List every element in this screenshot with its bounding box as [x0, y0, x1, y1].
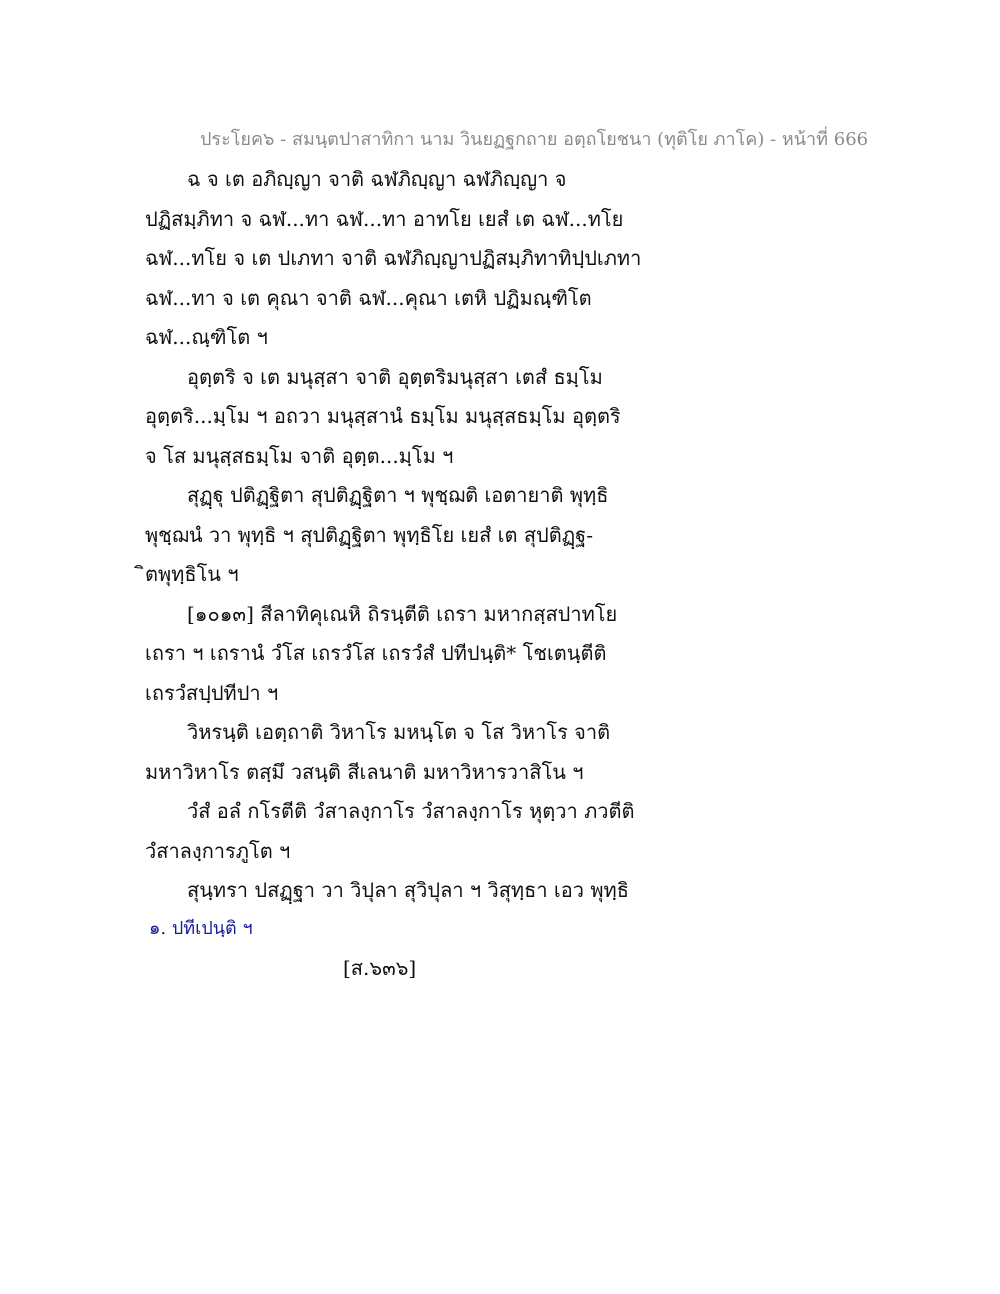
text-line: เถรา ฯ เถรานํ วํโส เถรวํโส เถรวํสํ ปทีปนฺติ* โชเตนฺตีติ	[145, 641, 607, 665]
body-text	[145, 160, 642, 911]
footnote: ๑. ปทีเปนฺติ ฯ	[149, 918, 253, 939]
page-header: ประโยค๖ - สมนฺตปาสาทิกา นาม วินยฏฐกถาย อตฺถโยชนา (ทุติโย ภาโค) - หน้าที่ 666	[200, 129, 869, 150]
text-line: วํสาลงฺการภูโต ฯ	[145, 838, 291, 863]
text-line: ฉฬ...ทโย จ เต ปเภทา จาติ ฉฬภิญฺญาปฏิสมฺภิทาทิปฺปเภทา	[145, 246, 642, 270]
text-line: ปฏิสมฺภิทา จ ฉฬ...ทา ฉฬ...ทา อาทโย เยสํ เต ฉฬ...ทโย	[145, 206, 624, 231]
text-line: ฉ จ เต อภิญฺญา จาติ ฉฬภิญฺญา ฉฬภิญฺญา จ	[187, 167, 567, 191]
text-line: ฉฬ...ทา จ เต คุณา จาติ ฉฬ...คุณา เตหิ ปฏิมณฺฑิโต	[145, 285, 592, 310]
text-line: พุชฺฌนํ วา พุทฺธิ ฯ สุปติฏฺฐิตา พุทฺธิโย เยสํ เต สุปติฏฺฐ-	[145, 522, 593, 547]
text-line: อุตฺตริ จ เต มนุสฺสา จาติ อุตฺตริมนุสฺสา เตสํ ธมฺโม	[187, 364, 603, 389]
text-line: [๑๐๑๓] สีลาทิคุเณหิ ถิรนฺตีติ เถรา มหากสฺสปาทโย	[187, 601, 618, 626]
text-line: ฉฬ...ณฺฑิโต ฯ	[145, 325, 268, 349]
text-line: อุตฺตริ...มฺโม ฯ อถวา มนุสฺสานํ ธมฺโม มนุสฺสธมฺโม อุตฺตริ	[145, 404, 621, 428]
text-line: มหาวิหาโร ตสฺมึ วสนฺติ สีเลนาติ มหาวิหารวาสิโน ฯ	[145, 759, 584, 784]
text-line: วํสํ อลํ กโรตีติ วํสาลงฺกาโร วํสาลงฺกาโร หุตฺวา ภวตีติ	[187, 799, 635, 823]
text-line: ิตพุทฺธิโน ฯ	[145, 562, 239, 586]
text-line: สุนฺทรา ปสฏฺฐา วา วิปุลา สุวิปุลา ฯ วิสุทฺธา เอว พุทฺธิ	[187, 878, 629, 902]
text-line: จ โส มนุสฺสธมฺโม จาติ อุตฺต...มฺโม ฯ	[145, 443, 454, 468]
text-line: สุฏฺฐุ ปติฏฺฐิตา สุปติฏฺฐิตา ฯ พุชฺฌติ เอตายาติ พุทฺธิ	[187, 483, 609, 507]
text-line: วิหรนฺติ เอตฺถาติ วิหาโร มหนฺโต จ โส วิหาโร จาติ	[187, 720, 611, 744]
page-reference: [ส.๖๓๖]	[343, 956, 417, 980]
text-line: เถรวํสปฺปทีปา ฯ	[145, 680, 279, 705]
